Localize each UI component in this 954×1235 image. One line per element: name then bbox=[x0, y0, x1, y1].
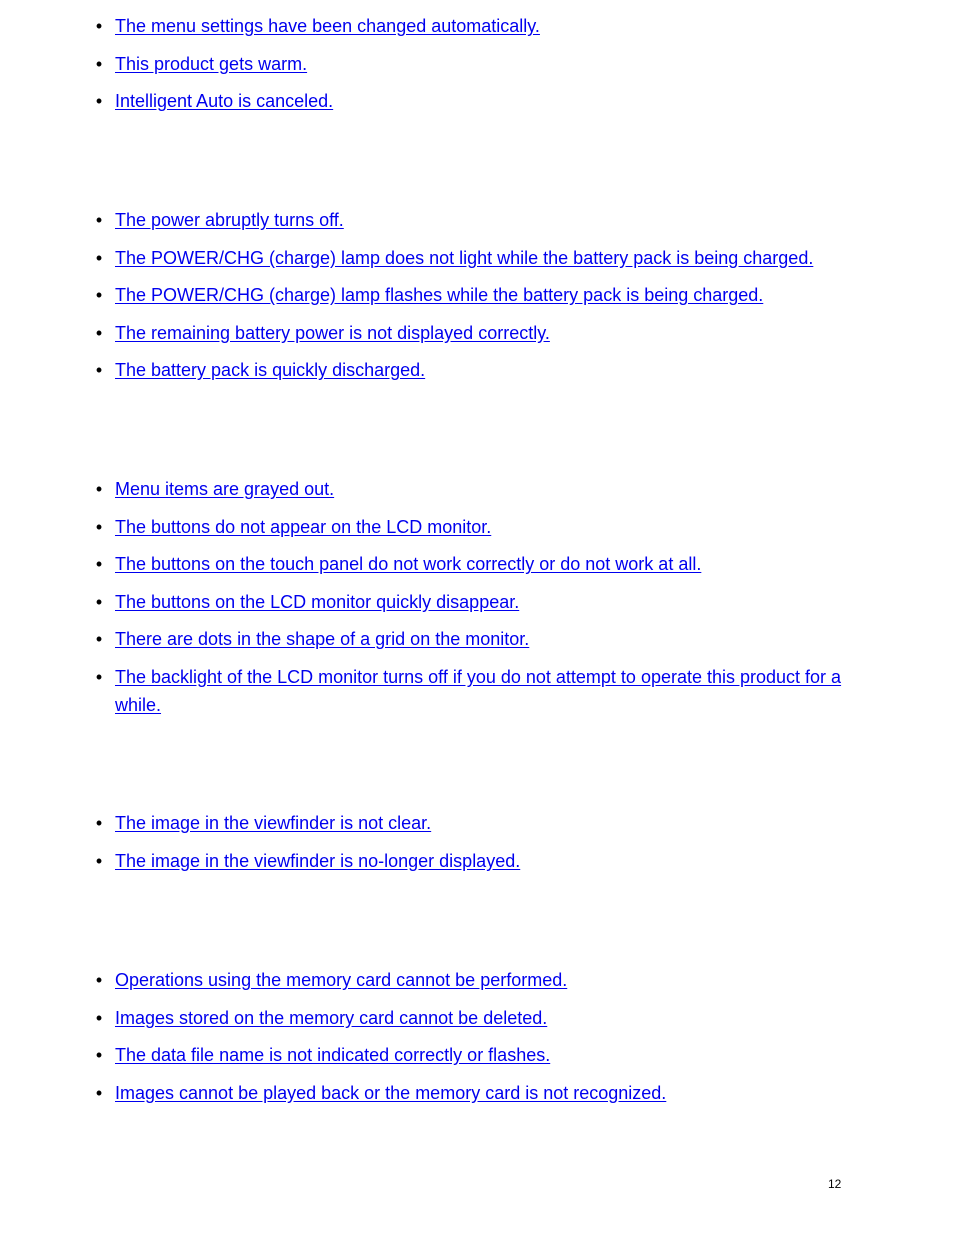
link-list bbox=[0, 966, 954, 1107]
link-group-lcd-monitor bbox=[0, 475, 954, 728]
list-item bbox=[0, 1079, 954, 1107]
bullet-icon: • bbox=[95, 591, 103, 612]
bullet-icon: • bbox=[95, 516, 103, 537]
bullet-icon: • bbox=[95, 554, 103, 574]
link-list bbox=[0, 12, 954, 115]
topic-link-viewfinder-not-clear[interactable]: The image in the viewfinder is not clear. bbox=[115, 813, 432, 833]
list-item bbox=[0, 809, 954, 837]
bullet-icon: • bbox=[95, 322, 103, 343]
list-item bbox=[0, 12, 954, 40]
topic-link-touch-panel-not-work[interactable]: The buttons on the touch panel do not work correctly or do not work at all. bbox=[115, 554, 702, 574]
topic-link-memory-card-operations[interactable]: Operations using the memory card cannot be performed. bbox=[115, 970, 568, 990]
list-item bbox=[0, 513, 954, 541]
list-item bbox=[0, 281, 954, 309]
bullet-icon: • bbox=[95, 210, 103, 230]
topic-link-data-file-name[interactable]: The data file name is not indicated correctly or flashes. bbox=[115, 1045, 551, 1065]
list-item bbox=[0, 625, 954, 653]
bullet-icon: • bbox=[95, 1082, 103, 1103]
list-item bbox=[0, 588, 954, 616]
link-list bbox=[0, 475, 954, 719]
list-item bbox=[0, 847, 954, 875]
topic-link-buttons-disappear[interactable]: The buttons on the LCD monitor quickly disappear. bbox=[115, 591, 520, 612]
list-item bbox=[0, 356, 954, 384]
link-group-memory-card bbox=[0, 966, 954, 1116]
bullet-icon: • bbox=[95, 1045, 103, 1065]
list-item bbox=[0, 206, 954, 234]
topic-link-charge-lamp-flashes[interactable]: The POWER/CHG (charge) lamp flashes while the battery pack is being charged. bbox=[115, 285, 764, 305]
list-item bbox=[0, 475, 954, 503]
bullet-icon: • bbox=[95, 970, 103, 990]
bullet-icon: • bbox=[95, 850, 103, 871]
list-item bbox=[0, 1004, 954, 1032]
link-list bbox=[0, 206, 954, 384]
topic-link-grid-dots[interactable]: There are dots in the shape of a grid on the monitor. bbox=[115, 629, 530, 649]
topic-link-buttons-not-appear[interactable]: The buttons do not appear on the LCD monitor. bbox=[115, 516, 492, 537]
link-group-viewfinder bbox=[0, 809, 954, 884]
topic-link-menu-items-grayed[interactable]: Menu items are grayed out. bbox=[115, 479, 335, 499]
list-item bbox=[0, 550, 954, 578]
topic-link-power-turns-off[interactable]: The power abruptly turns off. bbox=[115, 210, 344, 230]
topic-link-images-cannot-be-deleted[interactable]: Images stored on the memory card cannot be deleted. bbox=[115, 1007, 548, 1028]
link-group-general bbox=[0, 12, 954, 125]
list-item bbox=[0, 244, 954, 272]
list-item bbox=[0, 1041, 954, 1069]
bullet-icon: • bbox=[95, 53, 103, 74]
list-item bbox=[0, 966, 954, 994]
topic-link-product-gets-warm[interactable]: This product gets warm. bbox=[115, 53, 308, 74]
bullet-icon: • bbox=[95, 247, 103, 268]
link-list bbox=[0, 809, 954, 875]
bullet-icon: • bbox=[95, 813, 103, 833]
topic-link-images-cannot-play[interactable]: Images cannot be played back or the memory card is not recognized. bbox=[115, 1082, 667, 1103]
list-item bbox=[0, 663, 954, 719]
bullet-icon: • bbox=[95, 666, 103, 687]
topic-link-menu-settings-changed[interactable]: The menu settings have been changed automatically. bbox=[115, 16, 540, 36]
link-group-power bbox=[0, 206, 954, 394]
topic-link-battery-power-display[interactable]: The remaining battery power is not displayed correctly. bbox=[115, 322, 550, 343]
bullet-icon: • bbox=[95, 16, 103, 36]
list-item bbox=[0, 319, 954, 347]
bullet-icon: • bbox=[95, 285, 103, 305]
bullet-icon: • bbox=[95, 360, 103, 380]
list-item bbox=[0, 50, 954, 78]
bullet-icon: • bbox=[95, 479, 103, 499]
list-item bbox=[0, 87, 954, 115]
bullet-icon: • bbox=[95, 1007, 103, 1028]
topic-link-backlight-turns-off[interactable]: The backlight of the LCD monitor turns off if you do not attempt to operate this product for a while. bbox=[115, 666, 842, 715]
topic-link-intelligent-auto-canceled[interactable]: Intelligent Auto is canceled. bbox=[115, 91, 334, 111]
topic-link-viewfinder-not-displayed[interactable]: The image in the viewfinder is no-longer displayed. bbox=[115, 850, 521, 871]
bullet-icon: • bbox=[95, 629, 103, 649]
topic-link-battery-quickly-discharged[interactable]: The battery pack is quickly discharged. bbox=[115, 360, 426, 380]
bullet-icon: • bbox=[95, 91, 103, 111]
page-number: 12 bbox=[828, 1177, 842, 1191]
topic-link-charge-lamp-not-light[interactable]: The POWER/CHG (charge) lamp does not light while the battery pack is being charged. bbox=[115, 247, 814, 268]
